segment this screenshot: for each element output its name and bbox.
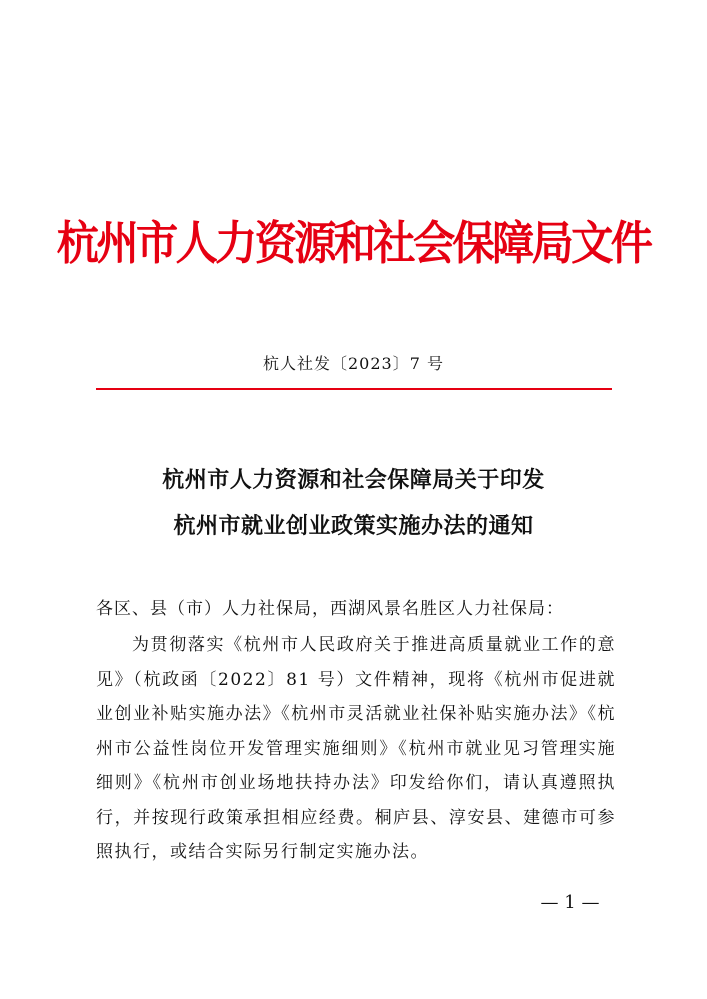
notice-title-line-1: 杭州市人力资源和社会保障局关于印发 xyxy=(162,467,545,493)
salutation: 各区、县（市）人力社保局，西湖风景名胜区人力社保局： xyxy=(96,599,564,619)
red-separator-line xyxy=(96,388,612,390)
page-number: — 1 — xyxy=(540,892,600,913)
document-number: 杭人社发〔2023〕7 号 xyxy=(263,354,444,373)
masthead-title: 杭州市人力资源和社会保障局文件 xyxy=(56,216,651,270)
body-paragraph: 为贯彻落实《杭州市人民政府关于推进高质量就业工作的意见》（杭政函〔2022〕81 号）文件精神，现将《杭州市促进就业创业补贴实施办法》《杭州市灵活就业社保补贴实施办法》《杭州市公益性岗位开发管理实施细则》《杭州市就业见习管理实施细则》《杭州市创业场地扶持办法》印发给你们，请认真遵照执行，并按现行政策承担相应经费。桐庐县、淳安县、建德市可参照执行，或结合实际另行制定实施办法。 xyxy=(96,635,616,862)
notice-title-line-2: 杭州市就业创业政策实施办法的通知 xyxy=(173,513,534,539)
